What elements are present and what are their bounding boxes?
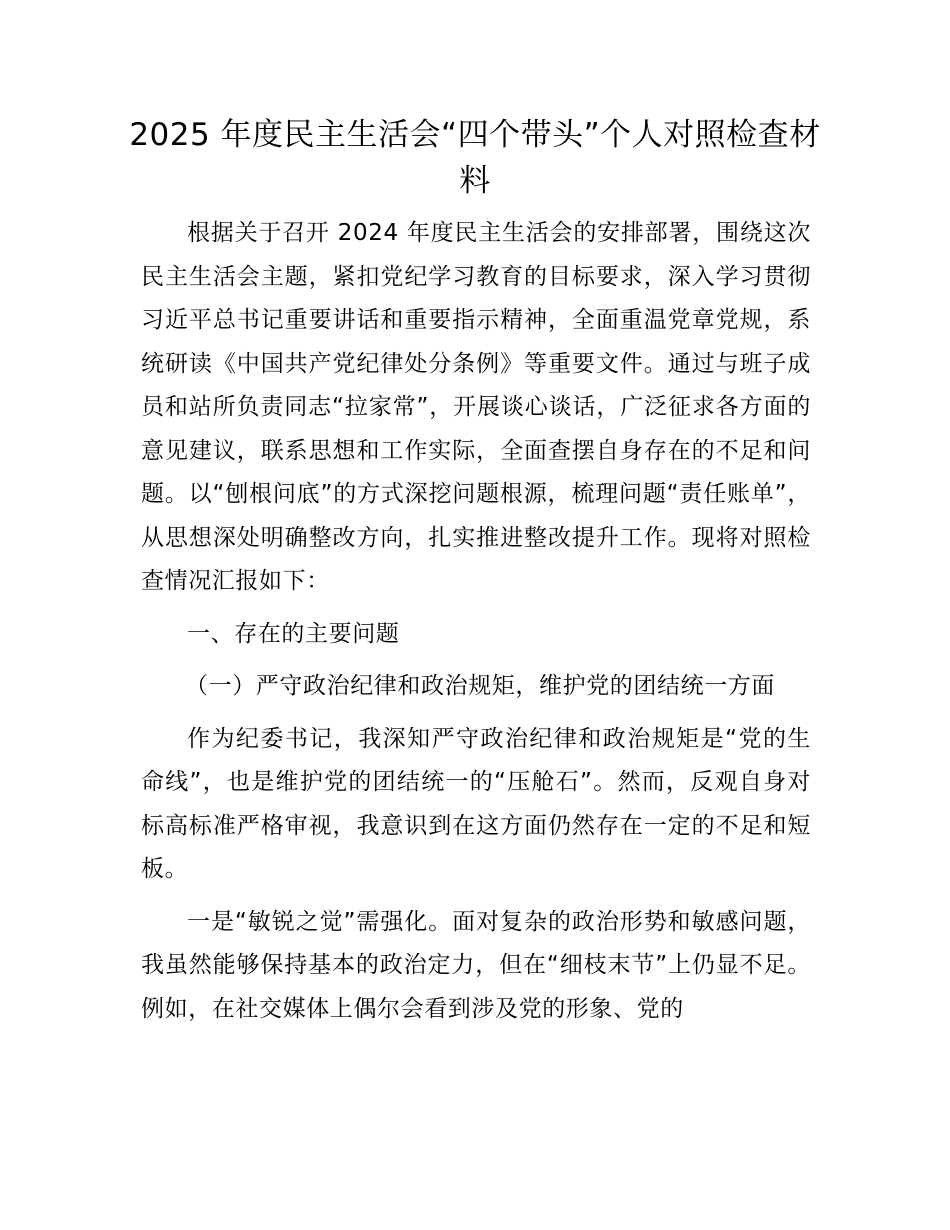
body-paragraph: 一是“敏锐之觉”需强化。面对复杂的政治形势和敏感问题，我虽然能够保持基本的政治定力，但在“细枝末节”上仍显不足。例如，在社交媒体上偶尔会看到涉及党的形象、党的 [141, 908, 811, 1022]
subsection-heading: （一）严守政治纪律和政治规矩，维护党的团结统一方面 [185, 673, 775, 699]
body-paragraph: 作为纪委书记，我深知严守政治纪律和政治规矩是“党的生命线”，也是维护党的团结统一的“压舱石”。然而，反观自身对标高标准严格审视，我意识到在这方面仍然存在一定的不足和短板。 [141, 725, 811, 882]
section-heading: 一、存在的主要问题 [187, 620, 400, 647]
document-title: 2025 年度民主生活会“四个带头”个人对照检查材料 [129, 117, 821, 199]
document-body [141, 212, 811, 1031]
intro-paragraph: 根据关于召开 2024 年度民主生活会的安排部署，围绕这次民主生活会主题，紧扣党纪学习教育的目标要求，深入学习贯彻习近平总书记重要讲话和重要指示精神，全面重温党章党规，系统研读《中国共产党纪律处分条例》等重要文件。通过与班子成员和站所负责同志“拉家常”，开展谈心谈话，广泛征求各方面的意见建议，联系思想和工作实际，全面查摆自身存在的不足和问题。以“刨根问底”的方式深挖问题根源，梳理问题“责任账单”，从思想深处明确整改方向，扎实推进整改提升工作。现将对照检查情况汇报如下： [141, 220, 811, 594]
